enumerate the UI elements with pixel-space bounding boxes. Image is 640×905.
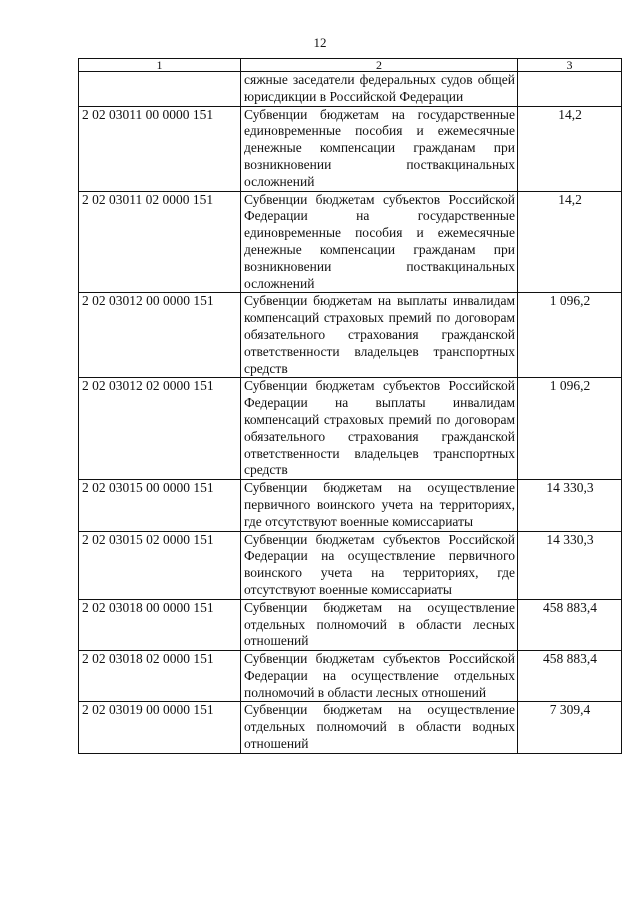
row-amount: 458 883,4 [518, 599, 622, 650]
row-amount: 14 330,3 [518, 531, 622, 599]
row-description: сяжные заседатели федеральных судов общей юрисдикции в Российской Федерации [241, 72, 518, 107]
row-code: 2 02 03015 00 0000 151 [79, 480, 241, 531]
row-description: Субвенции бюджетам субъектов Российской Федерации на осуществление отдельных полномочий в области лесных отношений [241, 651, 518, 702]
row-amount: 458 883,4 [518, 651, 622, 702]
row-description: Субвенции бюджетам на осуществление отдельных полномочий в области водных отношений [241, 702, 518, 753]
row-amount: 14,2 [518, 191, 622, 293]
budget-table [78, 58, 622, 754]
row-description: Субвенции бюджетам субъектов Российской Федерации на выплаты инвалидам компенсаций страховых премий по договорам обязательного страхования гражданской ответственности владельцев транспортных средств [241, 378, 518, 480]
table-row [79, 651, 622, 702]
row-amount [518, 72, 622, 107]
row-description: Субвенции бюджетам субъектов Российской Федерации на государственные единовременные пособия и ежемесячные денежные компенсации гражданам при возникновении поствакцинальных осложнений [241, 191, 518, 293]
column-header-amount: 3 [518, 59, 622, 72]
row-description: Субвенции бюджетам на выплаты инвалидам компенсаций страховых премий по договорам обязательного страхования гражданской ответственности владельцев транспортных средств [241, 293, 518, 378]
row-code: 2 02 03019 00 0000 151 [79, 702, 241, 753]
row-amount: 14,2 [518, 106, 622, 191]
table-header-row [79, 59, 622, 72]
row-code: 2 02 03018 02 0000 151 [79, 651, 241, 702]
row-code [79, 72, 241, 107]
page-number: 12 [313, 35, 327, 50]
row-code: 2 02 03011 02 0000 151 [79, 191, 241, 293]
table-row [79, 480, 622, 531]
row-description: Субвенции бюджетам на осуществление первичного воинского учета на территориях, где отсутствуют военные комиссариаты [241, 480, 518, 531]
row-code: 2 02 03018 00 0000 151 [79, 599, 241, 650]
column-header-description: 2 [241, 59, 518, 72]
row-code: 2 02 03012 02 0000 151 [79, 378, 241, 480]
row-amount: 1 096,2 [518, 293, 622, 378]
column-header-code: 1 [79, 59, 241, 72]
row-description: Субвенции бюджетам субъектов Российской Федерации на осуществление первичного воинского учета на территориях, где отсутствуют военные комиссариаты [241, 531, 518, 599]
row-code: 2 02 03015 02 0000 151 [79, 531, 241, 599]
row-code: 2 02 03011 00 0000 151 [79, 106, 241, 191]
row-code: 2 02 03012 00 0000 151 [79, 293, 241, 378]
table-row [79, 378, 622, 480]
table-row [79, 106, 622, 191]
row-amount: 7 309,4 [518, 702, 622, 753]
table-row [79, 293, 622, 378]
table-row [79, 191, 622, 293]
row-description: Субвенции бюджетам на осуществление отдельных полномочий в области лесных отношений [241, 599, 518, 650]
table-row [79, 702, 622, 753]
table-row [79, 599, 622, 650]
table-row [79, 531, 622, 599]
table-row [79, 72, 622, 107]
row-description: Субвенции бюджетам на государственные единовременные пособия и ежемесячные денежные компенсации гражданам при возникновении поствакцинальных осложнений [241, 106, 518, 191]
row-amount: 14 330,3 [518, 480, 622, 531]
row-amount: 1 096,2 [518, 378, 622, 480]
